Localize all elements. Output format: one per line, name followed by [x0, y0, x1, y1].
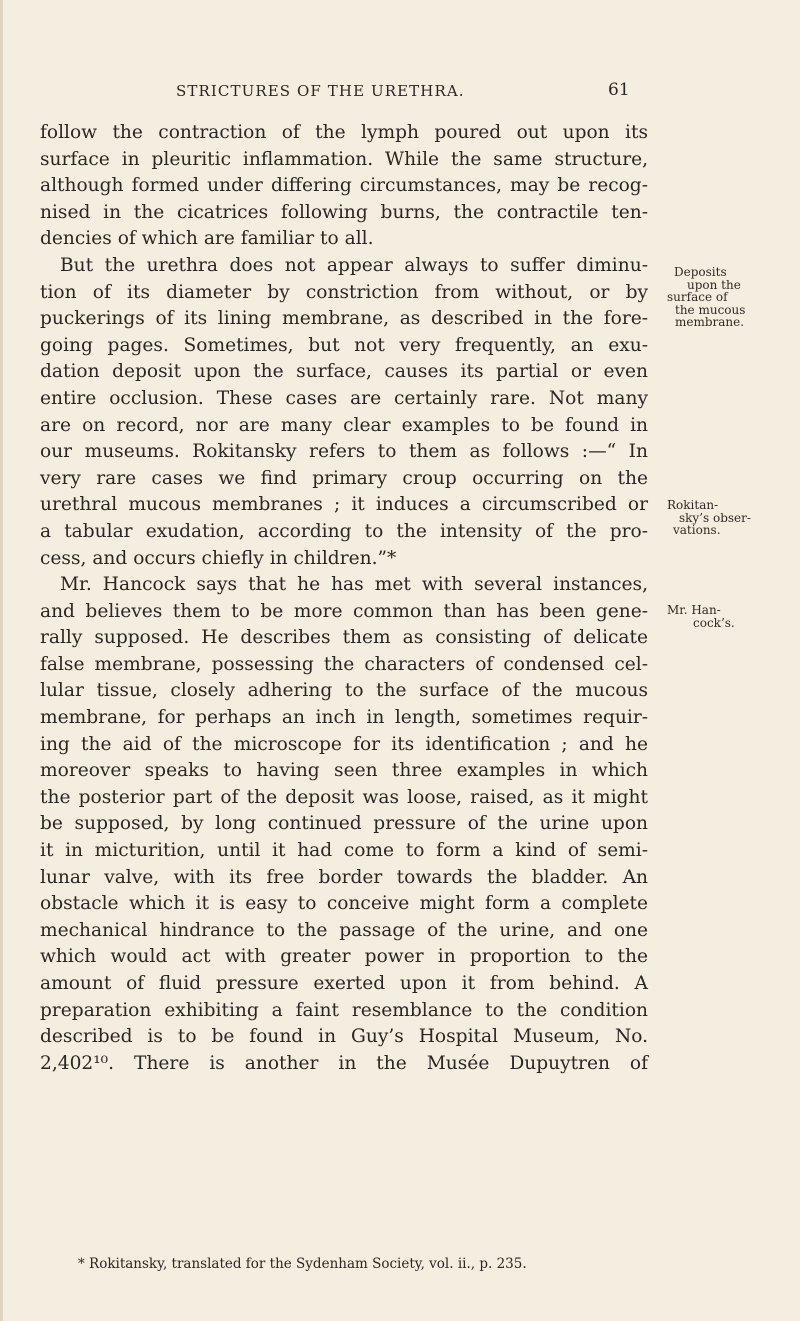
text-line: going pages. Sometimes, but not very frequently, an exu-: [40, 334, 648, 356]
side-note-line: sky’s obser-: [679, 510, 751, 525]
page-number: 61: [608, 80, 630, 100]
text-line: membrane, for perhaps an inch in length, sometimes requir-: [40, 707, 648, 729]
text-line: rally supposed. He describes them as consisting of delicate: [40, 627, 648, 649]
text-line: dation deposit upon the surface, causes its partial or even: [40, 361, 648, 383]
side-note-line: Mr. Han-: [667, 603, 721, 617]
text-line: the posterior part of the deposit was loose, raised, as it might: [40, 786, 648, 808]
text-line: dencies of which are familiar to all.: [40, 228, 374, 250]
side-note-hancock: [665, 604, 799, 629]
text-line: very rare cases we find primary croup occurring on the: [40, 467, 648, 489]
text-line: our museums. Rokitansky refers to them as follows :—“ In: [40, 441, 648, 463]
text-line: mechanical hindrance to the passage of the urine, and one: [40, 919, 648, 941]
text-line: be supposed, by long continued pressure of the urine upon: [40, 813, 648, 835]
side-note-deposits: [665, 266, 799, 329]
text-line: entire occlusion. These cases are certainly rare. Not many: [40, 387, 648, 409]
text-line: cess, and occurs chiefly in children.”*: [40, 547, 397, 569]
side-note-line: cock’s.: [693, 615, 735, 630]
text-line: are on record, nor are many clear examples to be found in: [40, 414, 648, 436]
footnote: * Rokitansky, translated for the Sydenham Society, vol. ii., p. 235.: [78, 1256, 527, 1272]
side-note-line: surface of: [667, 290, 728, 305]
side-note-line: vations.: [673, 523, 721, 538]
text-line: lular tissue, closely adhering to the surface of the mucous: [40, 680, 648, 702]
text-line: preparation exhibiting a faint resemblance to the condition: [40, 999, 648, 1021]
text-line: moreover speaks to having seen three examples in which: [40, 760, 648, 782]
text-line: although formed under differing circumstances, may be recog-: [40, 175, 648, 197]
body-text: [40, 120, 648, 1077]
text-line: urethral mucous membranes ; it induces a circumscribed or: [40, 494, 648, 516]
side-note-line: the mucous: [675, 302, 746, 317]
text-line: it in micturition, until it had come to form a kind of semi-: [40, 840, 648, 862]
text-line: 2,402¹⁰. There is another in the Musée Dupuytren of: [40, 1052, 648, 1074]
text-line: false membrane, possessing the characters of condensed cel-: [40, 653, 648, 675]
side-note-rokitansky: [665, 499, 799, 537]
running-title: STRICTURES OF THE URETHRA.: [176, 82, 465, 100]
page-header: [0, 82, 800, 106]
text-line: amount of fluid pressure exerted upon it from behind. A: [40, 973, 648, 994]
text-line: nised in the cicatrices following burns, the contractile ten-: [40, 201, 648, 223]
text-line: obstacle which it is easy to conceive might form a complete: [40, 893, 648, 915]
text-line: surface in pleuritic inflammation. While the same structure,: [40, 148, 648, 170]
text-line: and believes them to be more common than has been gene-: [40, 600, 648, 622]
side-note-line: Rokitan-: [667, 498, 719, 512]
side-note-line: upon the: [687, 277, 741, 292]
text-line: ing the aid of the microscope for its identification ; and he: [40, 733, 648, 755]
text-line: which would act with greater power in proportion to the: [40, 946, 648, 968]
side-note-line: membrane.: [675, 315, 745, 330]
paragraph-start-line: But the urethra does not appear always to suffer diminu-: [60, 254, 648, 276]
paragraph-start-line: Mr. Hancock says that he has met with several instances,: [60, 574, 648, 596]
text-line: a tabular exudation, according to the intensity of the pro-: [40, 520, 648, 542]
text-line: tion of its diameter by constriction from without, or by: [40, 281, 648, 303]
text-line: puckerings of its lining membrane, as described in the fore-: [40, 308, 648, 330]
side-note-line: Deposits: [674, 265, 727, 279]
text-line: lunar valve, with its free border towards the bladder. An: [40, 866, 648, 888]
page-edge-shadow: [0, 0, 3, 1321]
text-line: described is to be found in Guy’s Hospital Museum, No.: [40, 1026, 648, 1048]
text-line: follow the contraction of the lymph poured out upon its: [40, 122, 648, 143]
